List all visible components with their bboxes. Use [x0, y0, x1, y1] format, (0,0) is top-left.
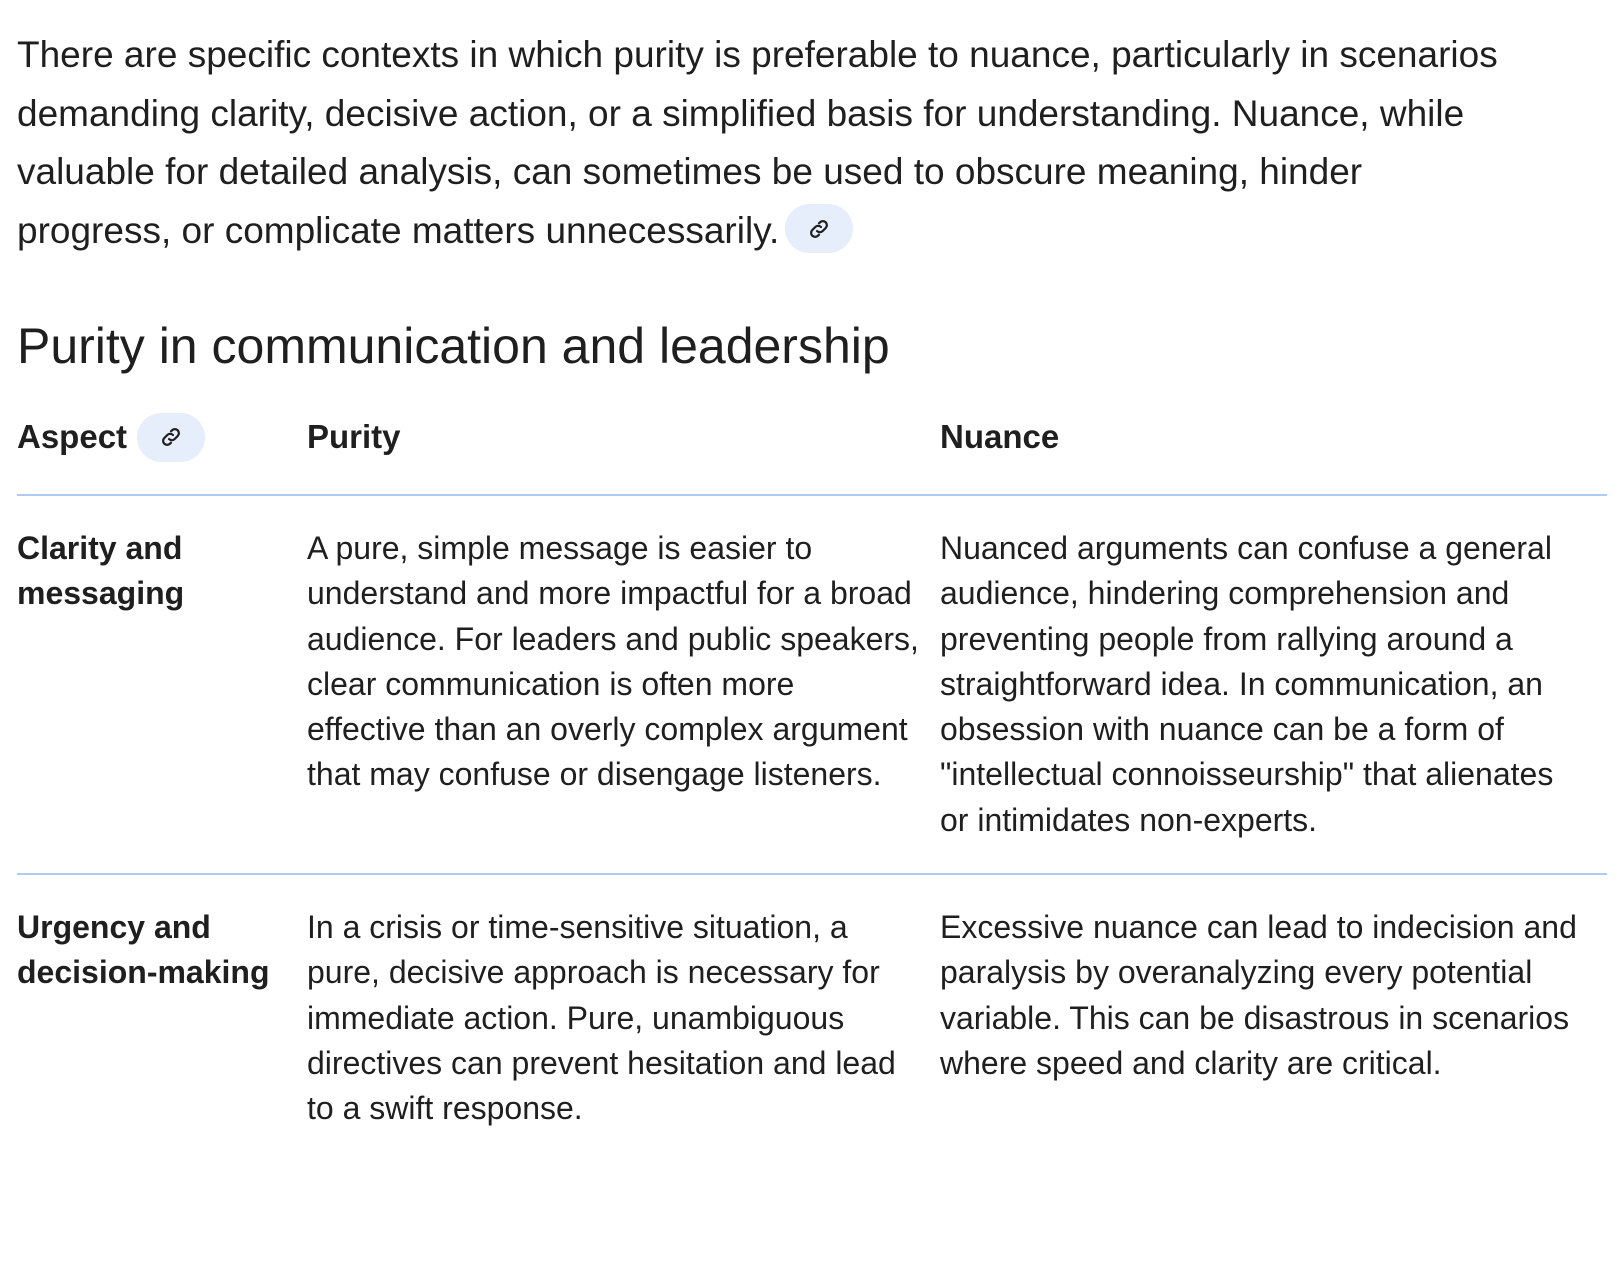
header-purity: Purity [307, 408, 940, 495]
intro-text: There are specific contexts in which purity is preferable to nuance, particularly in scenarios demanding clarity, decisive action, or a simplified basis for understanding. Nuance, while valuable for detailed analysis, can sometimes be used to obscure meaning, hinder progress, or complicate matters unnecessarily. [17, 34, 1498, 251]
link-icon [807, 217, 831, 241]
header-aspect [17, 408, 307, 495]
table-source-link-chip[interactable] [137, 413, 205, 462]
source-link-chip[interactable] [785, 204, 853, 253]
row-purity: In a crisis or time-sensitive situation, a pure, decisive approach is necessary for immediate action. Pure, unambiguous directives can prevent hesitation and lead to a swift response. [307, 909, 896, 1127]
section-title: Purity in communication and leadership [17, 318, 890, 374]
table-row [17, 495, 1607, 874]
header-nuance: Nuance [940, 408, 1607, 495]
table-header-row [17, 408, 1607, 495]
intro-paragraph [17, 26, 1517, 260]
response-content [17, 26, 1607, 1162]
row-nuance: Nuanced arguments can confuse a general audience, hindering comprehension and preventing people from rallying around a straightforward idea. In communication, an obsession with nuance can be a form of "intellectual connoisseurship" that alienates or intimidates non-experts. [940, 495, 1607, 874]
link-icon [159, 425, 183, 449]
table-row [17, 874, 1607, 1161]
row-aspect: Clarity and messaging [17, 495, 307, 874]
comparison-table [17, 408, 1607, 1162]
row-aspect: Urgency and decision-making [17, 909, 270, 991]
header-aspect-label: Aspect [17, 418, 128, 455]
row-purity: A pure, simple message is easier to understand and more impactful for a broad audience. For leaders and public speakers, clear communication is often more effective than an overly complex argument that may confuse or disengage listeners. [307, 495, 940, 874]
row-nuance: Excessive nuance can lead to indecision and paralysis by overanalyzing every potential variable. This can be disastrous in scenarios where speed and clarity are critical. [940, 909, 1577, 1081]
